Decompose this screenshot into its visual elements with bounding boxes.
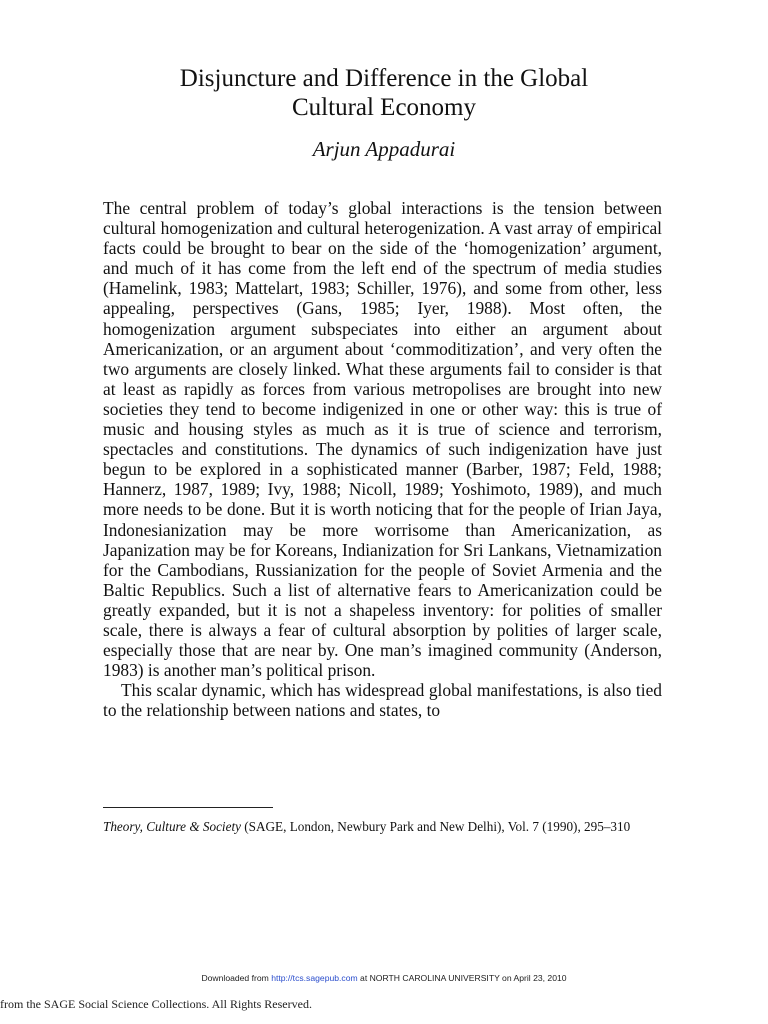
article-title-line-1: Disjuncture and Difference in the Global <box>179 65 589 92</box>
footnote-journal-name: Theory, Culture & Society <box>103 819 241 834</box>
citation-footnote <box>103 818 663 835</box>
body-paragraph-1: The central problem of today’s global interactions is the tension between cultural homogenization and cultural heterogenization. A vast array of empirical facts could be brought to bear on the side of the ‘homogenization’ argument, and much of it has come from the left end of the spectrum of media studies (Hamelink, 1983; Mattelart, 1983; Schiller, 1976), and some from other, less appealing, perspectives (Gans, 1985; Iyer, 1988). Most often, the homogenization argument subspeciates into either an argument about Americanization, or an argument about ‘commoditization’, and very often the two arguments are closely linked. What these arguments fail to consider is that at least as rapidly as forces from various metropolises are brought into new societies they tend to become indigenized in one or other way: this is true of music and housing styles as much as it is true of science and terrorism, spectacles and constitutions. The dynamics of such indigenization have just begun to be explored in a sophisticated manner (Barber, 1987; Feld, 1988; Hannerz, 1987, 1989; Ivy, 1988; Nicoll, 1989; Yoshimoto, 1989), and much more needs to be done. But it is worth noticing that for the people of Irian Jaya, Indonesianization may be more worrisome than Americanization, as Japanization may be for Koreans, Indianization for Sri Lankans, Vietnamization for the Cambodians, Russianization for the people of Soviet Armenia and the Baltic Republics. Such a list of alternative fears to Americanization could be greatly expanded, but it is not a shapeless inventory: for polities of smaller scale, there is always a fear of cultural absorption by polities of larger scale, especially those that are near by. One man’s imagined community (Anderson, 1983) is another man’s political prison. <box>103 198 662 681</box>
download-source-link[interactable]: http://tcs.sagepub.com <box>271 973 358 983</box>
download-notice-prefix: Downloaded from <box>201 973 272 983</box>
article-title <box>100 64 668 122</box>
footnote-publication-details: (SAGE, London, Newbury Park and New Delhi), Vol. 7 (1990), 295–310 <box>240 819 631 834</box>
body-paragraph-2: This scalar dynamic, which has widespread global manifestations, is also tied to the relationship between nations and states, to <box>103 680 662 721</box>
article-title-line-2: Cultural Economy <box>292 94 476 121</box>
footnote-divider <box>103 807 273 808</box>
article-body <box>103 198 662 720</box>
download-notice-suffix: at NORTH CAROLINA UNIVERSITY on April 23, 2010 <box>357 973 567 983</box>
rights-notice: from the SAGE Social Science Collections. All Rights Reserved. <box>0 997 312 1011</box>
article-author: Arjun Appadurai <box>312 137 456 161</box>
download-notice <box>0 972 768 984</box>
